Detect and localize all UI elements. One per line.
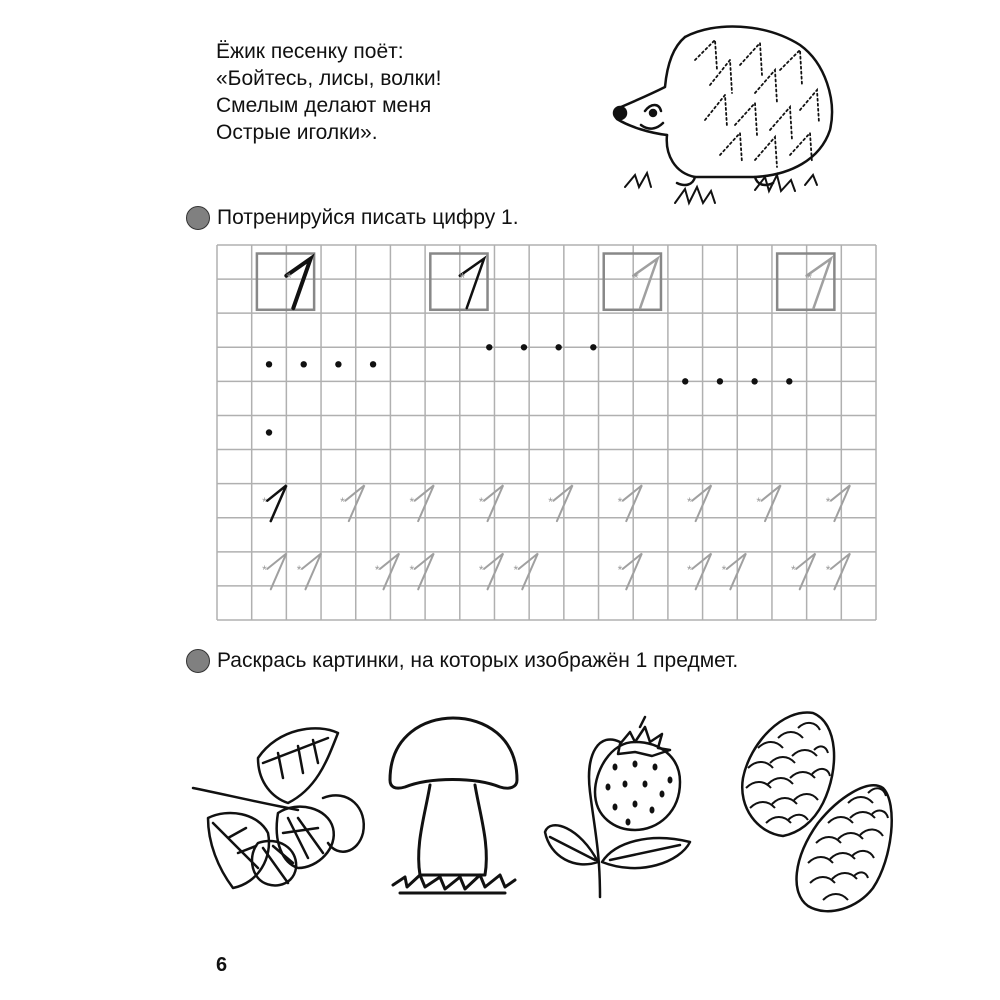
start-star-icon: * [262,494,267,509]
start-star-icon: * [374,562,380,577]
start-star-icon: * [296,562,302,577]
guide-dot [266,361,272,367]
start-star-icon: * [262,562,267,577]
guide-dot [555,344,561,350]
hedgehog-illustration [605,15,840,215]
start-star-icon: * [478,562,484,577]
trace-digit-one [553,485,572,521]
start-star-icon: * [478,494,484,509]
poem [216,38,441,146]
trace-digit-one [519,554,538,590]
start-star-icon: * [806,269,813,286]
start-star-icon: * [825,494,831,509]
trace-digit-one [692,485,711,521]
guide-dot [486,344,492,350]
task-1-text: Потренируйся писать цифру 1. [217,206,519,229]
guide-dot [682,378,688,384]
guide-dot [786,378,792,384]
guide-dot [717,378,723,384]
start-star-icon: * [721,562,727,577]
start-star-icon: * [548,494,553,509]
guide-dot [266,429,272,435]
writing-practice-grid [217,245,876,620]
start-star-icon: * [459,269,466,286]
trace-digit-one [727,554,746,590]
trace-digit-one [484,554,503,590]
start-star-icon: * [409,562,415,577]
mushroom-illustration [385,715,520,900]
task-1 [186,206,519,230]
start-star-icon: * [825,562,831,577]
trace-digit-one [415,554,434,590]
guide-dot [370,361,376,367]
start-star-icon: * [686,494,692,509]
guide-dot [521,344,527,350]
poem-line: Смелым делают меня [216,94,432,117]
start-star-icon: * [286,269,292,286]
start-star-icon: * [340,494,345,509]
hazelnuts-illustration [188,718,373,898]
trace-digit-one [267,485,286,521]
start-star-icon: * [409,494,415,509]
bullet-circle-icon [186,206,210,230]
trace-digit-one [692,554,711,590]
guide-dot [335,361,341,367]
poem-line: Ёжик песенку поёт: [216,40,404,63]
start-star-icon: * [756,494,762,509]
trace-digit-one [762,485,781,521]
trace-digit-one [796,554,815,590]
trace-digit-one [267,554,286,590]
trace-digit-one [623,554,642,590]
start-star-icon: * [513,562,519,577]
poem-line: Острые иголки». [216,121,378,144]
trace-digit-one [415,485,434,521]
trace-digit-one [831,554,850,590]
start-star-icon: * [791,562,796,577]
bullet-circle-icon [186,649,210,673]
strawberry-illustration [540,712,695,912]
start-star-icon: * [686,562,692,577]
guide-dot [751,378,757,384]
start-star-icon: * [617,562,623,577]
start-star-icon: * [617,494,623,509]
page-number: 6 [216,954,228,976]
trace-digit-one [831,485,850,521]
start-star-icon: * [633,269,639,286]
guide-dot [590,344,596,350]
task-2-text: Раскрась картинки, на которых изображён 1 предмет. [217,649,739,672]
task-2 [186,649,738,673]
trace-digit-one [380,554,399,590]
trace-digit-one [484,485,503,521]
pine-cones-illustration [728,708,898,918]
trace-digit-one [623,485,642,521]
trace-digit-one [345,485,364,521]
guide-dot [301,361,307,367]
poem-line: «Бойтесь, лисы, волки! [216,67,442,90]
trace-digit-one [302,554,321,590]
